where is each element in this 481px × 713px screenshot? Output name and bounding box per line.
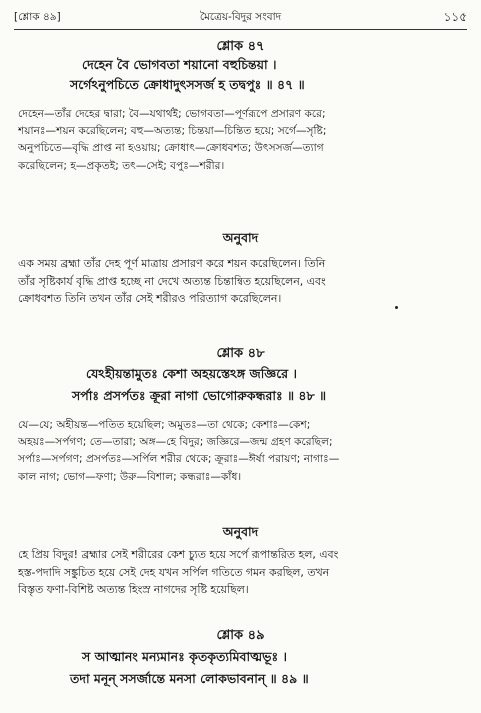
verse-47-line-1: দেহেন বৈ ভোগবতা শয়ানো বহুচিন্তয়া ।: [82, 57, 277, 72]
running-head: [14, 8, 467, 26]
verse-48-line-1: যেঽহীয়ন্তামুতঃ কেশা অহয়স্তেঽঙ্গ জজ্ঞিরে ।: [86, 366, 297, 381]
synonym-line: অনুপচিতে—বৃদ্ধি প্রাপ্ত না হওয়ায়; ক্রোধাৎ—ক্রোধবশত; উৎসসর্জ—ত্যাগ: [18, 142, 324, 155]
synonym-line: করেছিলেন; হ—প্রকৃতই; তৎ—সেই; বপুঃ—শরীর।: [18, 159, 225, 172]
verse-48-translation: [18, 546, 469, 599]
running-head-chapter-title: মৈত্রেয়-বিদুর সংবাদ: [199, 11, 282, 23]
verse-47-heading: শ্লোক ৪৭: [216, 39, 265, 54]
ink-dot: [395, 306, 398, 309]
verse-49-line-2: তদা মনূন্ সসর্জান্তে মনসা লোকভাবনান্ ॥ ৪৯ ॥: [70, 671, 309, 686]
running-head-verse-ref: [শ্লোক ৪৯]: [14, 11, 61, 23]
synonym-line: শয়ানঃ—শয়ন করেছিলেন; বহু—অত্যন্ত; চিন্তয়া—চিন্তিত হয়ে; সর্গে—সৃষ্টি;: [18, 125, 327, 138]
verse-47-translation-heading: অনুবাদ: [222, 230, 259, 245]
synonym-line: অহয়ঃ—সর্পগণ; তে—তারা; অঙ্গ—হে বিদুর; জজ্ঞিরে—জন্ম গ্রহণ করেছিল;: [18, 436, 333, 449]
synonym-line: যে—যে; অহীয়ন্ত—পতিত হয়েছিল; অমুতঃ—তা থেকে; কেশাঃ—কেশ;: [18, 419, 311, 431]
verse-47-line-2: সর্গেঽনুপচিতে ক্রোধাদুৎসসর্জ হ তদ্বপুঃ ॥ ৪৭ ॥: [70, 77, 305, 92]
verse-48-heading: শ্লোক ৪৮: [216, 346, 265, 361]
verse-47-synonyms: [18, 106, 469, 175]
verse-48-line-2: সর্পাঃ প্রসর্পতঃ ক্রূরা নাগা ভোগোরুকন্ধরাঃ ॥ ৪৮ ॥: [72, 388, 327, 403]
synonym-line: সর্পাঃ—সর্পগণ; প্রসর্পতঃ—সর্পিল শরীর থেকে; ক্রূরাঃ—ঈর্ষা পরায়ণ; নাগাঃ—: [18, 453, 340, 466]
header-rule: [14, 29, 467, 30]
translation-line: ক্রোধবশত তিনি তখন তাঁর সেই শরীরও পরিত্যাগ করেছিলেন।: [18, 292, 282, 305]
verse-48-synonyms: [18, 417, 469, 486]
translation-line: তাঁর সৃষ্টিকার্য বৃদ্ধি প্রাপ্ত হচ্ছে না দেখে অত্যন্ত চিন্তান্বিত হয়েছিলেন, এবং: [18, 274, 326, 288]
synonym-line: দেহেন—তাঁর দেহের দ্বারা; বৈ—যথার্থই; ভোগবতা—পূর্ণরূপে প্রসারণ করে;: [18, 108, 326, 120]
page-number: ১১৫: [443, 10, 467, 24]
synonym-line: কাল নাগ; ভোগ—ফণা; উরু—বিশাল; কন্ধরাঃ—কাঁধ।: [18, 470, 242, 483]
verse-49-heading: শ্লোক ৪৯: [216, 628, 265, 643]
translation-line: বিস্তৃত ফণা-বিশিষ্ট অত্যন্ত হিংস্র নাগদের সৃষ্টি হয়েছিল।: [18, 583, 249, 596]
verse-49-line-1: স আত্মানং মন্যমানঃ কৃতকৃত্যমিবাত্মভূঃ ।: [82, 649, 287, 664]
translation-line: এক সময় ব্রহ্মা তাঁর দেহ পূর্ণ মাত্রায় প্রসারণ করে শয়ন করেছিলেন। তিনি: [18, 257, 326, 270]
verse-48-translation-heading: অনুবাদ: [222, 524, 259, 539]
translation-line: হে প্রিয় বিদুর! ব্রহ্মার সেই শরীরের কেশ চ্যুত হয়ে সর্পে রূপান্তরিত হল, এবং: [18, 548, 339, 561]
translation-line: হস্ত-পদাদি সঙ্কুচিত হয়ে সেই দেহ যখন সর্পিল গতিতে গমন করছিল, তখন: [18, 565, 330, 579]
verse-47-translation: [18, 255, 469, 308]
